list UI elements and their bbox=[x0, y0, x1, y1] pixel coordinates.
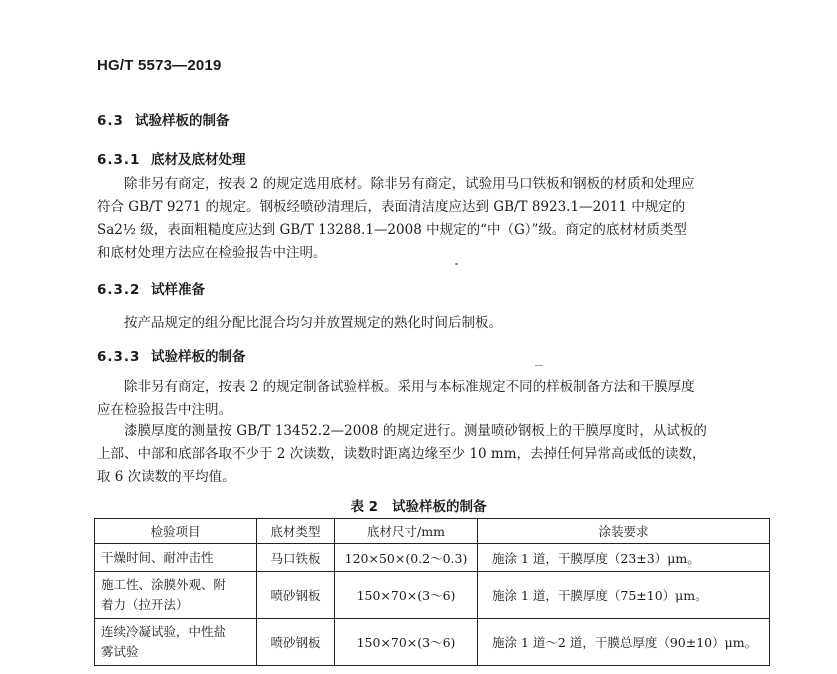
table-header-row bbox=[95, 519, 770, 544]
cell-test-item bbox=[95, 572, 257, 619]
cell-test-item bbox=[95, 619, 257, 666]
cell-substrate-size: 150×70×(3～6) bbox=[335, 572, 478, 619]
table-caption bbox=[0, 495, 837, 515]
text-line: 符合 GB/T 9271 的规定。钢板经喷砂清理后，表面清洁度应达到 GB/T 8923.1—2011 中规定的 bbox=[97, 199, 686, 215]
text-line: 除非另有商定，按表 2 的规定选用底材。除非另有商定，试验用马口铁板和钢板的材质和处理应 bbox=[124, 176, 695, 192]
section-heading-6-3-3 bbox=[97, 345, 246, 365]
cell-line: 连续冷凝试验，中性盐 bbox=[101, 624, 227, 639]
cell-substrate-type: 喷砂钢板 bbox=[257, 619, 335, 666]
standard-code: HG/T 5573—2019 bbox=[97, 57, 222, 74]
text-line: 上部、中部和底部各取不少于 2 次读数，读数时距离边缘至少 10 mm，去掉任何异常高或低的读数， bbox=[97, 446, 706, 462]
paragraph-sample-prep bbox=[97, 312, 772, 335]
cell-line: 干燥时间、耐冲击性 bbox=[101, 549, 214, 565]
section-title: 试验样板的制备 bbox=[135, 113, 230, 129]
paragraph-film-thickness bbox=[97, 420, 772, 489]
section-title: 试样准备 bbox=[151, 282, 205, 298]
section-heading-6-3-1 bbox=[97, 148, 246, 168]
section-heading-6-3 bbox=[97, 109, 230, 129]
section-number: 6.3.1 bbox=[97, 152, 141, 168]
cell-coating-requirement: 施涂 1 道，干膜厚度（75±10）μm。 bbox=[478, 572, 770, 619]
section-title: 底材及底材处理 bbox=[151, 152, 246, 168]
cell-substrate-size: 120×50×(0.2～0.3) bbox=[335, 544, 478, 572]
section-number: 6.3 bbox=[97, 113, 124, 129]
header-test-item: 检验项目 bbox=[95, 519, 257, 544]
cell-test-item bbox=[95, 544, 257, 572]
header-substrate-size: 底材尺寸/mm bbox=[335, 519, 478, 544]
cell-coating-requirement: 施涂 1 道～2 道，干膜总厚度（90±10）μm。 bbox=[478, 619, 770, 666]
cell-line: 施工性、涂膜外观、附 bbox=[101, 577, 227, 592]
text-line: 和底材处理方法应在检验报告中注明。 bbox=[97, 245, 327, 261]
text-line: 取 6 次读数的平均值。 bbox=[97, 469, 236, 485]
cell-line: 着力（拉开法） bbox=[101, 597, 189, 612]
cell-substrate-type: 马口铁板 bbox=[257, 544, 335, 572]
paragraph-substrate bbox=[97, 173, 772, 265]
table-row bbox=[95, 572, 770, 619]
text-line: 按产品规定的组分配比混合均匀并放置规定的熟化时间后制板。 bbox=[124, 315, 502, 331]
table-title: 试验样板的制备 bbox=[392, 499, 487, 515]
table-number: 表 2 bbox=[350, 499, 379, 515]
cell-line: 雾试验 bbox=[101, 644, 139, 659]
text-line: 除非另有商定，按表 2 的规定制备试验样板。采用与本标准规定不同的样板制备方法和干膜厚度 bbox=[124, 379, 695, 395]
table-row bbox=[95, 544, 770, 572]
header-substrate-type: 底材类型 bbox=[257, 519, 335, 544]
scan-speck bbox=[455, 263, 458, 265]
cell-substrate-size: 150×70×(3～6) bbox=[335, 619, 478, 666]
paragraph-panel-prep bbox=[97, 376, 772, 422]
text-line: 漆膜厚度的测量按 GB/T 13452.2—2008 的规定进行。测量喷砂钢板上的干膜厚度时，从试板的 bbox=[124, 423, 707, 439]
cell-coating-requirement: 施涂 1 道，干膜厚度（23±3）μm。 bbox=[478, 544, 770, 572]
text-line: 应在检验报告中注明。 bbox=[97, 402, 232, 418]
text-line: Sa2½ 级，表面粗糙度应达到 GB/T 13288.1—2008 中规定的“中（G）”级。商定的底材材质类型 bbox=[97, 222, 687, 238]
section-heading-6-3-2 bbox=[97, 278, 205, 298]
header-coating-requirement: 涂装要求 bbox=[478, 519, 770, 544]
panel-prep-table bbox=[94, 518, 770, 666]
cell-substrate-type: 喷砂钢板 bbox=[257, 572, 335, 619]
section-number: 6.3.2 bbox=[97, 282, 141, 298]
scan-mark bbox=[535, 365, 543, 366]
section-title: 试验样板的制备 bbox=[151, 349, 246, 365]
table-row bbox=[95, 619, 770, 666]
section-number: 6.3.3 bbox=[97, 349, 141, 365]
